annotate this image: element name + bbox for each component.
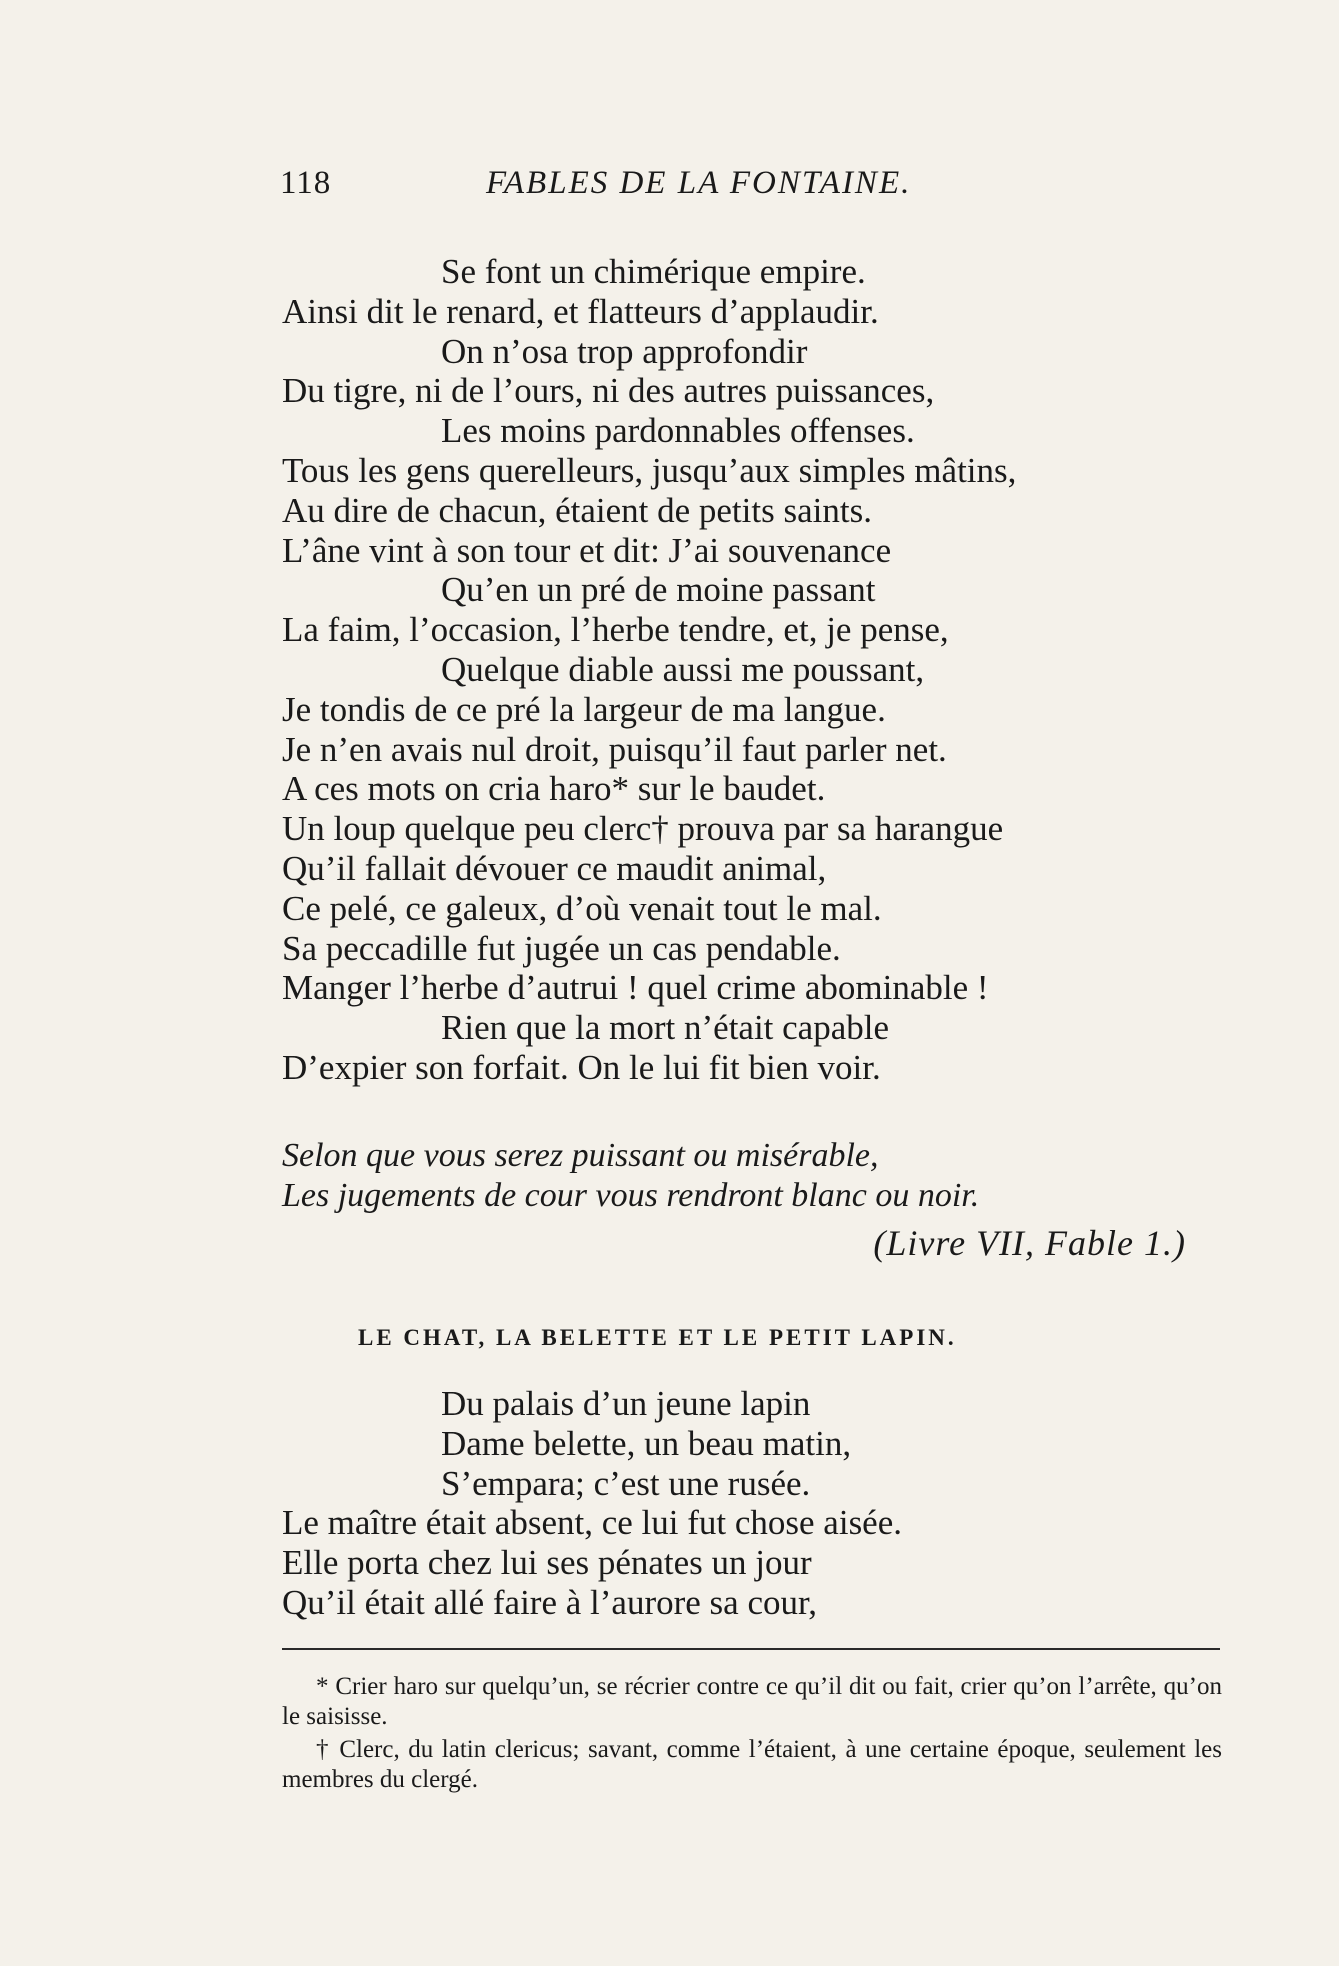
verse-line: Qu’il fallait dévouer ce maudit animal, [282, 848, 827, 888]
verse-line: Un loup quelque peu clerc† prouva par sa harangue [282, 809, 1004, 849]
footnote: † Clerc, du latin clericus; savant, comme l’étaient, à une certaine époque, seulement les membres du clergé. [282, 1736, 1222, 1793]
verse-line: On n’osa trop approfondir [441, 331, 808, 371]
verse-line: Ainsi dit le renard, et flatteurs d’applaudir. [282, 291, 879, 331]
verse-line: Ce pelé, ce galeux, d’où venait tout le mal. [282, 888, 882, 928]
moral-line: Selon que vous serez puissant ou misérable, [282, 1137, 879, 1174]
verse-line: La faim, l’occasion, l’herbe tendre, et, je pense, [282, 610, 949, 650]
verse-line: Manger l’herbe d’autrui ! quel crime abominable ! [282, 968, 989, 1008]
poem-continuation [282, 252, 1262, 1088]
footnote: * Crier haro sur quelqu’un, se récrier contre ce qu’il dit ou fait, crier qu’on l’arrête, qu’on le saisisse. [282, 1673, 1222, 1730]
fable-moral [282, 1136, 1232, 1216]
verse-line: L’âne vint à son tour et dit: J’ai souvenance [282, 530, 892, 570]
verse-line: Du palais d’un jeune lapin [441, 1384, 811, 1423]
verse-line: S’empara; c’est une rusée. [441, 1463, 811, 1503]
poem-new-fable [282, 1384, 1262, 1623]
verse-line: Le maître était absent, ce lui fut chose aisée. [282, 1503, 903, 1543]
verse-line: A ces mots on cria haro* sur le baudet. [282, 769, 826, 809]
footnote-divider [282, 1648, 1220, 1650]
verse-line: Les moins pardonnables offenses. [441, 411, 915, 451]
verse-line: Je tondis de ce pré la largeur de ma langue. [282, 689, 886, 729]
verse-line: Quelque diable aussi me poussant, [441, 649, 925, 689]
page-header [280, 165, 1230, 215]
verse-line: Dame belette, un beau matin, [441, 1423, 852, 1463]
verse-line: Elle porta chez lui ses pénates un jour [282, 1543, 812, 1583]
footnotes [282, 1672, 1222, 1798]
running-title: FABLES DE LA FONTAINE. [486, 165, 912, 201]
verse-line: Au dire de chacun, étaient de petits saints. [282, 490, 872, 530]
verse-line: D’expier son forfait. On le lui fit bien voir. [282, 1047, 881, 1087]
moral-line: Les jugements de cour vous rendront blanc ou noir. [282, 1177, 980, 1214]
verse-line: Sa peccadille fut jugée un cas pendable. [282, 928, 841, 968]
fable-title: LE CHAT, LA BELETTE ET LE PETIT LAPIN. [358, 1325, 957, 1350]
verse-line: Tous les gens querelleurs, jusqu’aux simples mâtins, [282, 450, 1017, 490]
verse-line: Qu’en un pré de moine passant [441, 570, 876, 610]
verse-line: Du tigre, ni de l’ours, ni des autres puissances, [282, 371, 935, 411]
verse-line: Qu’il était allé faire à l’aurore sa cour, [282, 1582, 817, 1622]
verse-line: Se font un chimérique empire. [441, 252, 866, 291]
verse-line: Rien que la mort n’était capable [441, 1008, 890, 1048]
page-number: 118 [280, 165, 332, 201]
verse-line: Je n’en avais nul droit, puisqu’il faut parler net. [282, 729, 947, 769]
fable-source: (Livre VII, Fable 1.) [873, 1223, 1186, 1263]
